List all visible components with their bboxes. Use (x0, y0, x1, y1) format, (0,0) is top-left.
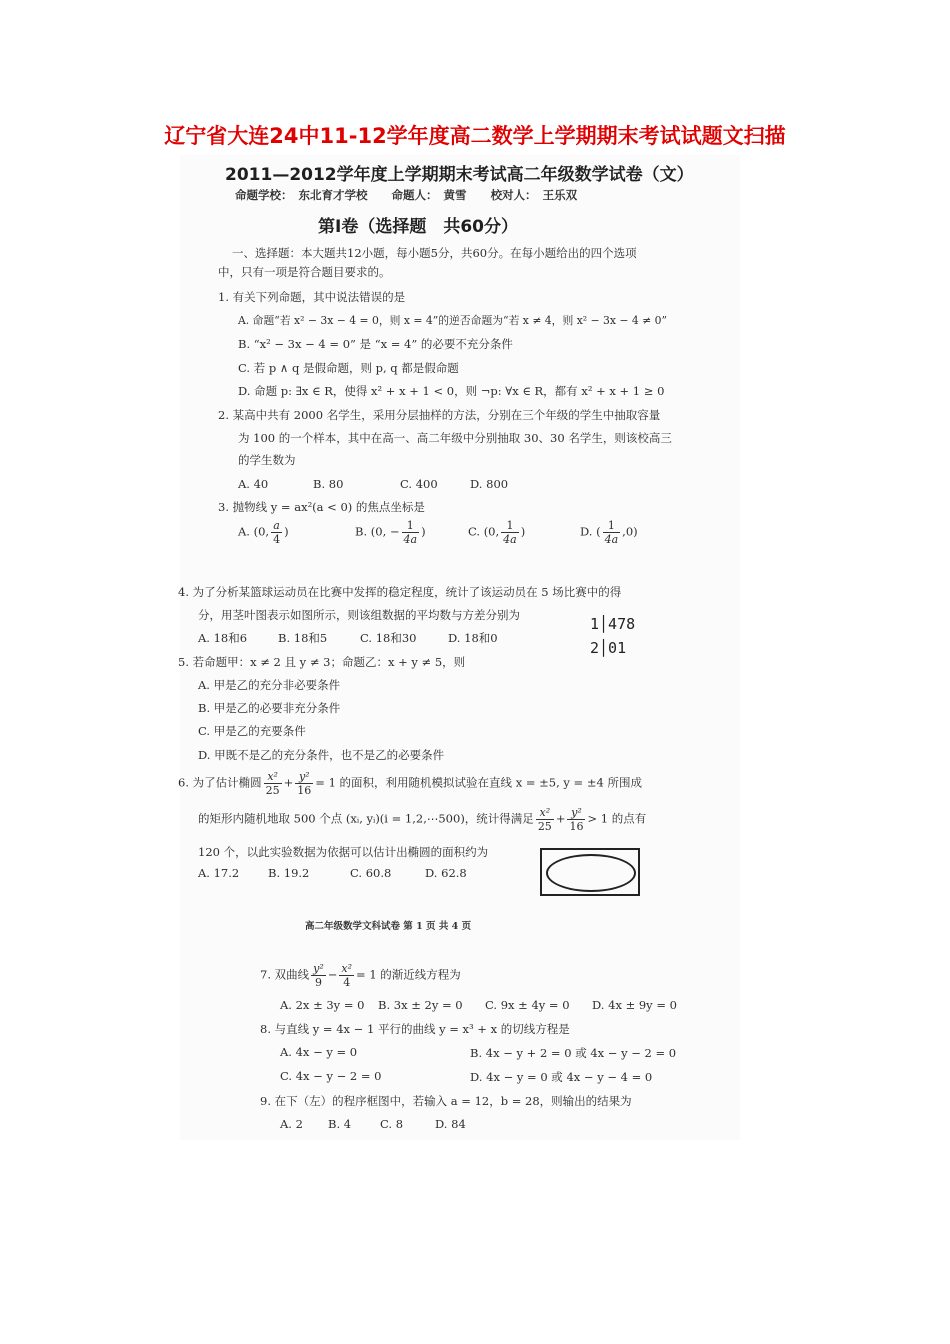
q9-option-c: C. 8 (380, 1117, 404, 1131)
q1-option-d: D. 命题 p: ∃x ∈ R，使得 x² + x + 1 < 0，则 ¬p: ∀x ∈ R，都有 x² + x + 1 ≥ 0 (238, 384, 665, 398)
school-label: 命题学校： (235, 188, 293, 202)
q7-option-b: B. 3x ± 2y = 0 (378, 998, 463, 1012)
q4-stem-line-2: 分，用茎叶图表示如图所示，则该组数据的平均数与方差分别为 (198, 608, 520, 622)
q1-stem: 1. 有关下列命题，其中说法错误的是 (218, 290, 406, 304)
q2-option-c: C. 400 (400, 477, 438, 491)
checker-name: 王乐双 (542, 188, 578, 202)
q2-stem-line-3: 的学生数为 (238, 453, 296, 467)
school-name: 东北育才学校 (298, 188, 368, 202)
q6-option-c: C. 60.8 (350, 866, 392, 880)
page-footer: 高二年级数学文科试卷 第 1 页 共 4 页 (305, 921, 472, 932)
q9-option-a: A. 2 (280, 1117, 303, 1131)
q2-stem-line-1: 2. 某高中共有 2000 名学生，采用分层抽样的方法，分别在三个年级的学生中抽取容量 (218, 408, 661, 422)
instructions-line-2: 中，只有一项是符合题目要求的。 (218, 265, 391, 279)
q9-option-d: D. 84 (435, 1117, 466, 1131)
author-name: 黄雪 (443, 188, 467, 202)
q3-option-d: D. ( $\frac{1}{4a}$ ,0) (580, 519, 638, 546)
q6-option-b: B. 19.2 (268, 866, 310, 880)
q4-option-d: D. 18和0 (448, 631, 498, 645)
stem-leaf-row: 1│478 (590, 615, 636, 633)
q6-stem-line-3: 120 个，以此实验数据为依据可以估计出椭圆的面积约为 (198, 845, 489, 859)
q4-option-a: A. 18和6 (198, 631, 248, 645)
q6-stem-line-2: 的矩形内随机地取 500 个点 (xᵢ, yᵢ)(i = 1,2,⋯500)，统计得满足 $\frac{\text{x²}}{25}$ + $\frac{\text{y²}}{16}$ > 1 的点有 (198, 806, 647, 833)
q5-option-c: C. 甲是乙的充要条件 (198, 724, 306, 738)
q3-option-a: A. (0, $\frac{a}{4}$ ) (238, 519, 289, 546)
exam-credits (235, 187, 577, 203)
q1-option-a: A. 命题“若 x² − 3x − 4 = 0，则 x = 4”的逆否命题为“若 x ≠ 4，则 x² − 3x − 4 ≠ 0” (238, 314, 668, 327)
checker-label: 校对人： (490, 188, 537, 202)
q2-option-a: A. 40 (238, 477, 269, 491)
q5-option-a: A. 甲是乙的充分非必要条件 (198, 678, 341, 692)
stem-leaf-row: 2│01 (590, 639, 627, 657)
q6-option-d: D. 62.8 (425, 866, 467, 880)
ellipse-figure (546, 854, 636, 892)
q8-option-c: C. 4x − y − 2 = 0 (280, 1069, 382, 1083)
q3-stem: 3. 抛物线 y = ax²(a < 0) 的焦点坐标是 (218, 500, 425, 514)
author-label: 命题人： (391, 188, 438, 202)
q7-option-c: C. 9x ± 4y = 0 (485, 998, 570, 1012)
q9-option-b: B. 4 (328, 1117, 352, 1131)
rectangle-figure (540, 848, 640, 896)
q4-option-b: B. 18和5 (278, 631, 328, 645)
q5-option-b: B. 甲是乙的必要非充分条件 (198, 701, 341, 715)
q3-option-b: B. (0, − $\frac{1}{4a}$ ) (355, 519, 426, 546)
q6-option-a: A. 17.2 (198, 866, 240, 880)
q7-option-d: D. 4x ± 9y = 0 (592, 998, 677, 1012)
q2-option-d: D. 800 (470, 477, 509, 491)
q5-option-d: D. 甲既不是乙的充分条件，也不是乙的必要条件 (198, 748, 445, 762)
q4-stem-line-1: 4. 为了分析某篮球运动员在比赛中发挥的稳定程度，统计了该运动员在 5 场比赛中的得 (178, 585, 622, 599)
q3-option-c: C. (0, $\frac{1}{4a}$ ) (468, 519, 526, 546)
q4-option-c: C. 18和30 (360, 631, 417, 645)
document-title: 辽宁省大连24中11-12学年度高二数学上学期期末考试试题文扫描 (164, 124, 786, 148)
q8-stem: 8. 与直线 y = 4x − 1 平行的曲线 y = x³ + x 的切线方程是 (260, 1022, 570, 1036)
q7-option-a: A. 2x ± 3y = 0 (280, 998, 365, 1012)
q8-option-d: D. 4x − y = 0 或 4x − y − 4 = 0 (470, 1070, 653, 1084)
q6-stem: 6. 为了估计椭圆 $\frac{\text{x²}}{25}$ + $\frac{\text{y²}}{16}$ = 1 的面积，利用随机模拟试验在直线 x = ±5, y = ±4 所围成 (178, 770, 642, 797)
q1-option-b: B. “x² − 3x − 4 = 0” 是 “x = 4” 的必要不充分条件 (238, 337, 513, 351)
q8-option-a: A. 4x − y = 0 (280, 1045, 358, 1059)
q5-stem: 5. 若命题甲：x ≠ 2 且 y ≠ 3；命题乙：x + y ≠ 5，则 (178, 655, 466, 669)
q1-option-c: C. 若 p ∧ q 是假命题，则 p, q 都是假命题 (238, 361, 459, 375)
q7-stem: 7. 双曲线 $\frac{\text{y²}}{9}$ − $\frac{\text{x²}}{4}$ = 1 的渐近线方程为 (260, 962, 461, 989)
exam-title: 2011—2012学年度上学期期末考试高二年级数学试卷（文） (225, 165, 694, 185)
stem-leaf-plot (590, 612, 635, 660)
instructions-line-1: 一、选择题：本大题共12小题，每小题5分，共60分。在每小题给出的四个选项 (232, 246, 637, 260)
q2-option-b: B. 80 (313, 477, 344, 491)
section-heading: 第I卷（选择题 共60分） (318, 217, 518, 237)
q2-stem-line-2: 为 100 的一个样本，其中在高一、高二年级中分别抽取 30、30 名学生，则该校高三 (238, 431, 672, 445)
q8-option-b: B. 4x − y + 2 = 0 或 4x − y − 2 = 0 (470, 1046, 677, 1060)
q9-stem: 9. 在下（左）的程序框图中，若输入 a = 12，b = 28，则输出的结果为 (260, 1094, 632, 1108)
